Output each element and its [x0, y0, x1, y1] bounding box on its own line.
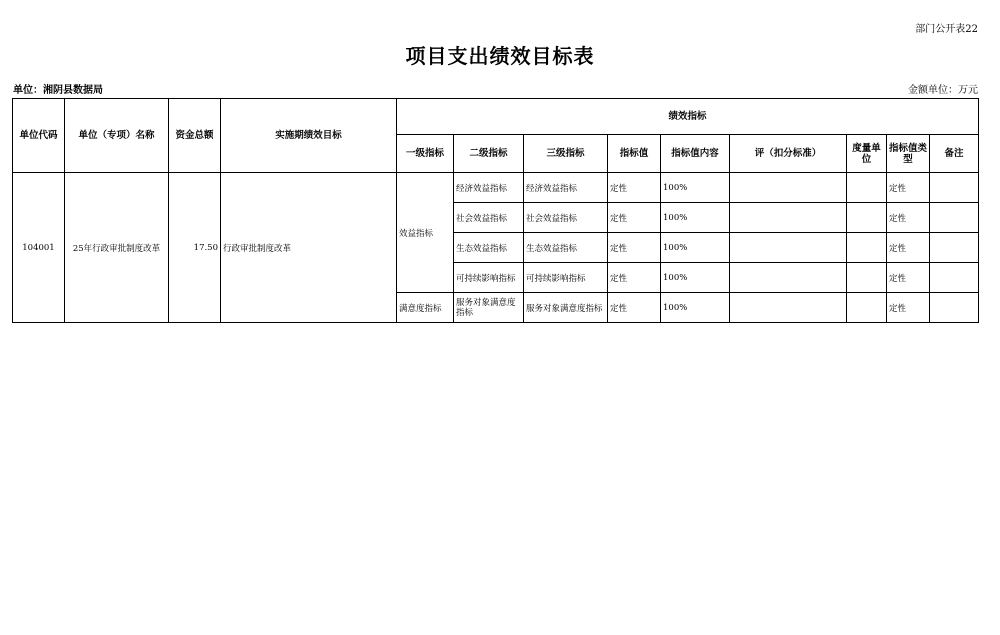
- cell-score: [730, 233, 847, 263]
- cell-measure-unit: [847, 233, 887, 263]
- cell-level2: 可持续影响指标: [454, 263, 524, 293]
- cell-content: 100%: [661, 173, 730, 203]
- cell-value: 定性: [608, 233, 661, 263]
- cell-level3: 可持续影响指标: [524, 263, 608, 293]
- cell-score: [730, 293, 847, 323]
- cell-level2: 社会效益指标: [454, 203, 524, 233]
- cell-remark: [930, 263, 979, 293]
- cell-value: 定性: [608, 293, 661, 323]
- header-score: 评（扣分标准）: [730, 135, 847, 173]
- cell-value-type: 定性: [887, 263, 930, 293]
- form-number: 部门公开表22: [915, 24, 978, 35]
- cell-measure-unit: [847, 203, 887, 233]
- header-indicators: 绩效指标: [397, 99, 979, 135]
- cell-value-type: 定性: [887, 203, 930, 233]
- cell-value: 定性: [608, 173, 661, 203]
- cell-content: 100%: [661, 203, 730, 233]
- cell-level2: 生态效益指标: [454, 233, 524, 263]
- cell-value-type: 定性: [887, 293, 930, 323]
- cell-unit-code: 104001: [13, 173, 65, 323]
- cell-value: 定性: [608, 203, 661, 233]
- cell-value: 定性: [608, 263, 661, 293]
- cell-measure-unit: [847, 293, 887, 323]
- header-measure-unit: 度量单位: [847, 135, 887, 173]
- cell-content: 100%: [661, 233, 730, 263]
- cell-goal: 行政审批制度改革: [221, 173, 397, 323]
- cell-project-name: 25年行政审批制度改革: [65, 173, 169, 323]
- header-row-1: [13, 99, 979, 135]
- header-remark: 备注: [930, 135, 979, 173]
- cell-level3: 社会效益指标: [524, 203, 608, 233]
- cell-remark: [930, 233, 979, 263]
- cell-content: 100%: [661, 263, 730, 293]
- amount-unit-label: 金额单位：万元: [908, 85, 978, 96]
- header-goal: 实施期绩效目标: [221, 99, 397, 173]
- cell-level2: 服务对象满意度指标: [454, 293, 524, 323]
- performance-goal-table: [12, 98, 979, 323]
- cell-level3: 经济效益指标: [524, 173, 608, 203]
- header-level3: 三级指标: [524, 135, 608, 173]
- cell-level2: 经济效益指标: [454, 173, 524, 203]
- header-project-name: 单位（专项）名称: [65, 99, 169, 173]
- cell-value-type: 定性: [887, 233, 930, 263]
- cell-content: 100%: [661, 293, 730, 323]
- header-total-funds: 资金总额: [169, 99, 221, 173]
- cell-measure-unit: [847, 263, 887, 293]
- header-value: 指标值: [608, 135, 661, 173]
- page-title: 项目支出绩效目标表: [405, 44, 595, 68]
- cell-score: [730, 173, 847, 203]
- cell-total-funds: 17.50: [169, 173, 221, 323]
- header-unit-code: 单位代码: [13, 99, 65, 173]
- cell-measure-unit: [847, 173, 887, 203]
- cell-remark: [930, 293, 979, 323]
- header-value-type: 指标值类型: [887, 135, 930, 173]
- cell-score: [730, 203, 847, 233]
- cell-level3: 服务对象满意度指标: [524, 293, 608, 323]
- cell-level1-satisfaction: 满意度指标: [397, 293, 454, 323]
- header-level2: 二级指标: [454, 135, 524, 173]
- table-row: [13, 173, 979, 203]
- cell-remark: [930, 203, 979, 233]
- cell-value-type: 定性: [887, 173, 930, 203]
- unit-line: [13, 81, 978, 96]
- header-content: 指标值内容: [661, 135, 730, 173]
- cell-level3: 生态效益指标: [524, 233, 608, 263]
- cell-remark: [930, 173, 979, 203]
- unit-label: 单位：湘阴县数据局: [13, 85, 103, 96]
- header-level1: 一级指标: [397, 135, 454, 173]
- cell-score: [730, 263, 847, 293]
- cell-level1-benefit: 效益指标: [397, 173, 454, 293]
